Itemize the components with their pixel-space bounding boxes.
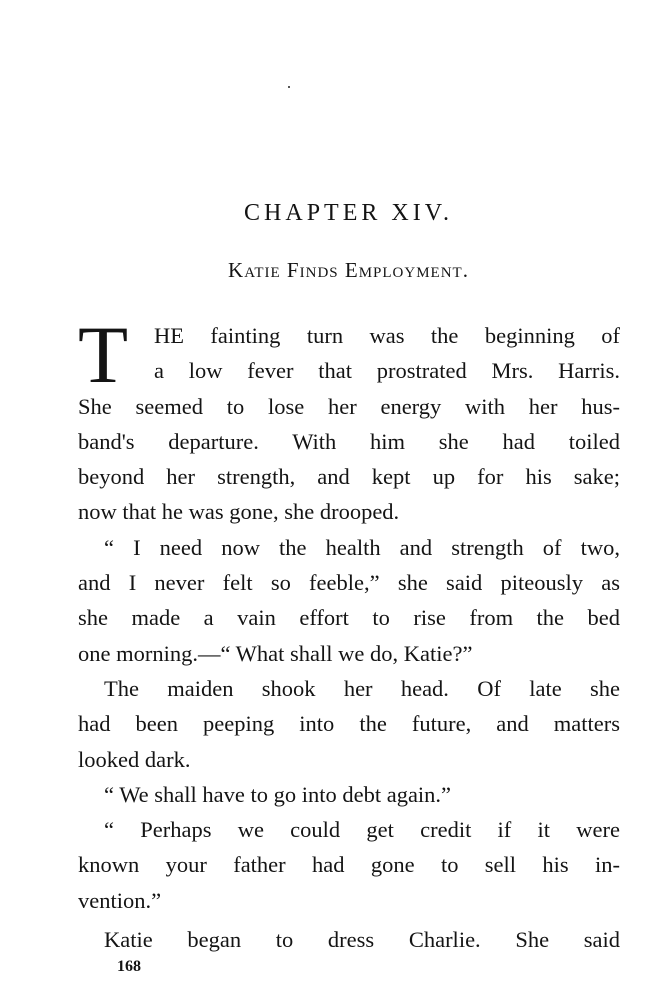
text-line: had been peeping into the future, and matters <box>78 711 620 737</box>
text-line: “ We shall have to go into debt again.” <box>104 781 452 807</box>
text-line: Katie began to dress Charlie. She said <box>104 927 620 953</box>
body-text <box>78 309 620 957</box>
text-line: beyond her strength, and kept up for his sake; <box>78 464 620 490</box>
text-line: she made a vain effort to rise from the bed <box>78 605 620 631</box>
text-line: one morning.—“ What shall we do, Katie?” <box>78 640 473 666</box>
text-line: band's departure. With him she had toiled <box>78 428 620 454</box>
drop-cap: T <box>78 309 129 400</box>
text-line: known your father had gone to sell his in- <box>78 852 620 878</box>
text-line: and I never felt so feeble,” she said piteously as <box>78 570 620 596</box>
chapter-title: Katie Finds Employment. <box>228 258 469 282</box>
text-line: now that he was gone, she drooped. <box>78 499 400 525</box>
text-line: “ Perhaps we could get credit if it were <box>104 817 620 843</box>
text-line: She seemed to lose her energy with her hus- <box>78 393 620 419</box>
text-line: HE fainting turn was the beginning of <box>154 323 620 348</box>
text-line: vention.” <box>78 887 162 913</box>
text-line: a low fever that prostrated Mrs. Harris. <box>154 358 620 384</box>
text-line: “ I need now the health and strength of two, <box>104 534 620 560</box>
text-line: The maiden shook her head. Of late she <box>104 675 620 701</box>
text-line: looked dark. <box>78 746 191 772</box>
print-speck <box>288 86 290 88</box>
chapter-heading: CHAPTER XIV. <box>244 200 453 226</box>
page-number: 168 <box>117 958 141 975</box>
